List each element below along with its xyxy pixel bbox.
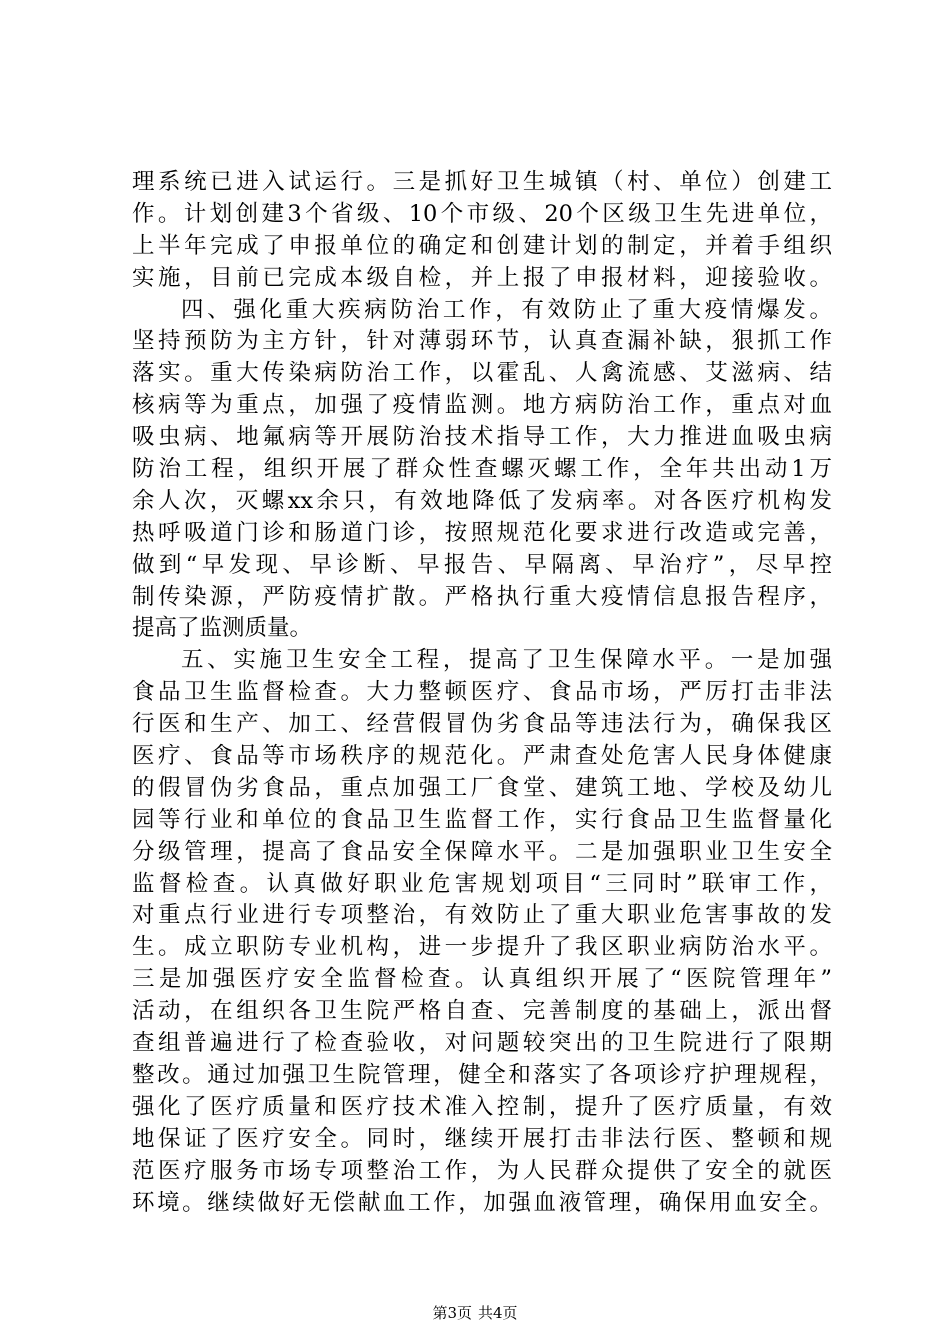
text-line: 监督检查。认真做好职业危害规划项目“三同时”联审工作， [132,870,832,897]
text-line: 生。成立职防专业机构，进一步提升了我区职业病防治水平。 [132,934,832,961]
text-line: 制传染源，严防疫情扩散。严格执行重大疫情信息报告程序， [132,583,832,610]
text-line: 三是加强医疗安全监督检查。认真组织开展了“医院管理年” [132,966,832,993]
text-line: 整改。通过加强卫生院管理，健全和落实了各项诊疗护理规程， [132,1061,832,1088]
text-line: 医疗、食品等市场秩序的规范化。严肃查处危害人民身体健康 [132,743,832,770]
text-line: 热呼吸道门诊和肠道门诊，按照规范化要求进行改造或完善， [132,519,832,546]
text-line: 对重点行业进行专项整治，有效防止了重大职业危害事故的发 [132,902,832,929]
text-line: 的假冒伪劣食品，重点加强工厂食堂、建筑工地、学校及幼儿 [132,774,832,801]
text-line: 核病等为重点，加强了疫情监测。地方病防治工作，重点对血 [132,392,832,419]
text-line: 余人次，灭螺xx余只，有效地降低了发病率。对各医疗机构发 [132,487,832,514]
text-line: 落实。重大传染病防治工作，以霍乱、人禽流感、艾滋病、结 [132,360,832,387]
text-line: 理系统已进入试运行。三是抓好卫生城镇（村、单位）创建工 [132,169,832,195]
text-line: 吸虫病、地氟病等开展防治技术指导工作，大力推进血吸虫病 [132,424,832,451]
page-total: 共4页 [478,1304,518,1322]
text-line: 地保证了医疗安全。同时，继续开展打击非法行医、整顿和规 [132,1125,832,1152]
page-number: 第3页 [432,1304,472,1322]
text-line: 查组普遍进行了检查验收，对问题较突出的卫生院进行了限期 [132,1030,832,1057]
text-line: 坚持预防为主方针，针对薄弱环节，认真查漏补缺，狠抓工作 [132,328,832,355]
text-line: 实施，目前已完成本级自检，并上报了申报材料，迎接验收。 [132,264,832,291]
text-line: 环境。继续做好无偿献血工作，加强血液管理，确保用血安全。 [132,1189,832,1216]
text-line: 五、实施卫生安全工程，提高了卫生保障水平。一是加强 [181,647,832,674]
text-line: 防治工程，组织开展了群众性查螺灭螺工作，全年共出动1万 [132,456,832,483]
text-line: 作。计划创建3个省级、10个市级、20个区级卫生先进单位， [132,200,832,227]
text-line: 上半年完成了申报单位的确定和创建计划的制定，并着手组织 [132,232,832,259]
text-line: 食品卫生监督检查。大力整顿医疗、食品市场，严厉打击非法 [132,679,832,706]
text-line: 行医和生产、加工、经营假冒伪劣食品等违法行为，确保我区 [132,711,832,738]
text-line: 强化了医疗质量和医疗技术准入控制，提升了医疗质量，有效 [132,1093,832,1120]
body-text [132,167,832,1219]
text-line: 范医疗服务市场专项整治工作，为人民群众提供了安全的就医 [132,1157,832,1184]
text-line: 提高了监测质量。 [132,615,313,642]
text-line: 做到“早发现、早诊断、早报告、早隔离、早治疗”，尽早控 [132,551,832,578]
text-line: 活动，在组织各卫生院严格自查、完善制度的基础上，派出督 [132,998,832,1025]
page-footer [0,1303,950,1323]
text-line: 园等行业和单位的食品卫生监督工作，实行食品卫生监督量化 [132,806,832,833]
text-line: 四、强化重大疾病防治工作，有效防止了重大疫情爆发。 [181,296,832,323]
text-line: 分级管理，提高了食品安全保障水平。二是加强职业卫生安全 [132,838,832,865]
